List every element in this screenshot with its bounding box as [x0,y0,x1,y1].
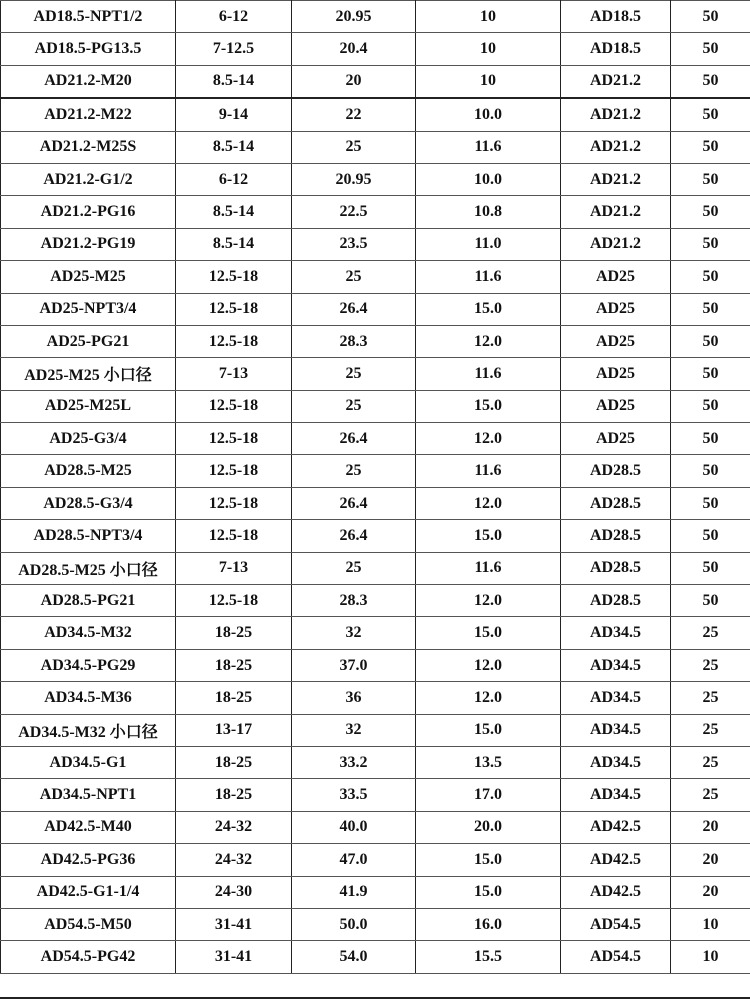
pack-qty-cell: 50 [671,520,750,552]
pack-qty-cell: 50 [671,33,750,65]
model-cell: AD21.2-PG19 [1,228,176,260]
conduit-size-cell: AD42.5 [561,876,671,908]
length-cell: 20.0 [416,811,561,843]
model-cell: AD18.5-NPT1/2 [1,1,176,33]
pack-qty-cell: 10 [671,941,750,973]
conduit-size-cell: AD28.5 [561,487,671,519]
pack-qty-cell: 20 [671,811,750,843]
table-row [1,585,750,617]
thread-size-cell: 25 [292,390,416,422]
model-cell: AD21.2-M22 [1,98,176,131]
model-cell: AD28.5-PG21 [1,585,176,617]
thread-size-cell: 25 [292,131,416,163]
length-cell: 10 [416,33,561,65]
cable-range-cell: 18-25 [176,746,292,778]
conduit-size-cell: AD42.5 [561,844,671,876]
pack-qty-cell: 50 [671,261,750,293]
table-row [1,941,750,973]
pack-qty-cell: 25 [671,649,750,681]
thread-size-cell: 32 [292,617,416,649]
thread-size-cell: 22.5 [292,196,416,228]
thread-size-cell: 25 [292,552,416,584]
length-cell: 11.6 [416,261,561,293]
model-cell: AD18.5-PG13.5 [1,33,176,65]
conduit-size-cell: AD21.2 [561,65,671,98]
conduit-size-cell: AD34.5 [561,682,671,714]
conduit-size-cell: AD25 [561,325,671,357]
pack-qty-cell: 50 [671,293,750,325]
cable-range-cell: 6-12 [176,163,292,195]
length-cell: 12.0 [416,682,561,714]
model-cell: AD42.5-M40 [1,811,176,843]
model-cell: AD28.5-G3/4 [1,487,176,519]
pack-qty-cell: 50 [671,65,750,98]
model-cell: AD34.5-PG29 [1,649,176,681]
pack-qty-cell: 25 [671,746,750,778]
table-row [1,714,750,746]
model-cell: AD28.5-NPT3/4 [1,520,176,552]
table-row [1,746,750,778]
thread-size-cell: 37.0 [292,649,416,681]
length-cell: 12.0 [416,585,561,617]
table-row [1,487,750,519]
model-cell: AD25-M25 [1,261,176,293]
length-cell: 11.6 [416,131,561,163]
pack-qty-cell: 25 [671,617,750,649]
model-cell: AD42.5-G1-1/4 [1,876,176,908]
pack-qty-cell: 50 [671,196,750,228]
thread-size-cell: 41.9 [292,876,416,908]
table-row [1,163,750,195]
table-row [1,423,750,455]
thread-size-cell: 22 [292,98,416,131]
length-cell: 15.0 [416,293,561,325]
thread-size-cell: 47.0 [292,844,416,876]
cable-range-cell: 7-13 [176,358,292,390]
thread-size-cell: 26.4 [292,423,416,455]
conduit-size-cell: AD34.5 [561,649,671,681]
conduit-size-cell: AD25 [561,293,671,325]
conduit-size-cell: AD21.2 [561,228,671,260]
length-cell: 15.0 [416,617,561,649]
conduit-size-cell: AD42.5 [561,811,671,843]
table-row [1,325,750,357]
pack-qty-cell: 20 [671,844,750,876]
conduit-size-cell: AD21.2 [561,163,671,195]
cable-range-cell: 18-25 [176,682,292,714]
table-row [1,908,750,940]
conduit-size-cell: AD21.2 [561,98,671,131]
cable-range-cell: 31-41 [176,908,292,940]
table-row [1,65,750,98]
cable-range-cell: 12.5-18 [176,585,292,617]
table-row [1,293,750,325]
cable-range-cell: 12.5-18 [176,520,292,552]
model-cell: AD28.5-M25 [1,455,176,487]
conduit-size-cell: AD18.5 [561,33,671,65]
cable-range-cell: 24-32 [176,811,292,843]
conduit-size-cell: AD34.5 [561,714,671,746]
length-cell: 15.0 [416,714,561,746]
table-row [1,131,750,163]
cable-range-cell: 7-12.5 [176,33,292,65]
thread-size-cell: 26.4 [292,487,416,519]
conduit-size-cell: AD54.5 [561,908,671,940]
length-cell: 15.0 [416,520,561,552]
cable-range-cell: 18-25 [176,617,292,649]
table-row [1,455,750,487]
length-cell: 15.0 [416,876,561,908]
thread-size-cell: 20.4 [292,33,416,65]
table-row [1,98,750,131]
pack-qty-cell: 25 [671,779,750,811]
length-cell: 10.0 [416,98,561,131]
table-row [1,552,750,584]
model-cell: AD28.5-M25 小口径 [1,552,176,584]
cable-range-cell: 18-25 [176,779,292,811]
pack-qty-cell: 50 [671,423,750,455]
cable-range-cell: 12.5-18 [176,423,292,455]
model-cell: AD34.5-M36 [1,682,176,714]
table-row [1,33,750,65]
thread-size-cell: 20.95 [292,163,416,195]
table-row [1,844,750,876]
conduit-size-cell: AD28.5 [561,455,671,487]
cable-range-cell: 12.5-18 [176,390,292,422]
conduit-size-cell: AD21.2 [561,196,671,228]
length-cell: 10.0 [416,163,561,195]
length-cell: 10.8 [416,196,561,228]
thread-size-cell: 26.4 [292,293,416,325]
length-cell: 11.6 [416,552,561,584]
conduit-size-cell: AD21.2 [561,131,671,163]
conduit-size-cell: AD54.5 [561,941,671,973]
pack-qty-cell: 25 [671,714,750,746]
length-cell: 17.0 [416,779,561,811]
table-row [1,196,750,228]
pack-qty-cell: 50 [671,358,750,390]
model-cell: AD25-M25L [1,390,176,422]
cable-range-cell: 12.5-18 [176,261,292,293]
table-row [1,520,750,552]
table-bottom-rule [0,997,750,999]
length-cell: 11.6 [416,358,561,390]
conduit-size-cell: AD18.5 [561,1,671,33]
length-cell: 15.0 [416,844,561,876]
length-cell: 12.0 [416,649,561,681]
conduit-size-cell: AD25 [561,390,671,422]
table-body [1,1,750,974]
table-row [1,649,750,681]
cable-range-cell: 7-13 [176,552,292,584]
thread-size-cell: 28.3 [292,325,416,357]
thread-size-cell: 32 [292,714,416,746]
pack-qty-cell: 50 [671,552,750,584]
length-cell: 11.0 [416,228,561,260]
table-row [1,811,750,843]
thread-size-cell: 54.0 [292,941,416,973]
model-cell: AD54.5-M50 [1,908,176,940]
conduit-size-cell: AD25 [561,358,671,390]
table-row [1,358,750,390]
model-cell: AD21.2-G1/2 [1,163,176,195]
pack-qty-cell: 50 [671,325,750,357]
cable-range-cell: 8.5-14 [176,196,292,228]
length-cell: 13.5 [416,746,561,778]
pack-qty-cell: 25 [671,682,750,714]
length-cell: 12.0 [416,487,561,519]
thread-size-cell: 25 [292,455,416,487]
thread-size-cell: 20 [292,65,416,98]
length-cell: 15.5 [416,941,561,973]
conduit-size-cell: AD28.5 [561,520,671,552]
thread-size-cell: 25 [292,261,416,293]
cable-range-cell: 8.5-14 [176,228,292,260]
table-row [1,779,750,811]
cable-range-cell: 12.5-18 [176,487,292,519]
thread-size-cell: 25 [292,358,416,390]
length-cell: 10 [416,65,561,98]
thread-size-cell: 20.95 [292,1,416,33]
table-row [1,1,750,33]
model-cell: AD34.5-M32 小口径 [1,714,176,746]
model-cell: AD21.2-PG16 [1,196,176,228]
model-cell: AD21.2-M25S [1,131,176,163]
cable-range-cell: 12.5-18 [176,293,292,325]
cable-range-cell: 13-17 [176,714,292,746]
table-row [1,876,750,908]
model-cell: AD34.5-G1 [1,746,176,778]
thread-size-cell: 33.2 [292,746,416,778]
pack-qty-cell: 50 [671,163,750,195]
cable-range-cell: 12.5-18 [176,455,292,487]
length-cell: 12.0 [416,423,561,455]
pack-qty-cell: 50 [671,390,750,422]
conduit-size-cell: AD25 [561,261,671,293]
length-cell: 10 [416,1,561,33]
conduit-size-cell: AD34.5 [561,617,671,649]
model-cell: AD42.5-PG36 [1,844,176,876]
cable-range-cell: 6-12 [176,1,292,33]
model-cell: AD25-NPT3/4 [1,293,176,325]
pack-qty-cell: 50 [671,455,750,487]
model-cell: AD25-G3/4 [1,423,176,455]
pack-qty-cell: 50 [671,228,750,260]
cable-range-cell: 8.5-14 [176,131,292,163]
thread-size-cell: 33.5 [292,779,416,811]
pack-qty-cell: 50 [671,487,750,519]
model-cell: AD25-PG21 [1,325,176,357]
cable-range-cell: 31-41 [176,941,292,973]
cable-range-cell: 18-25 [176,649,292,681]
table-row [1,228,750,260]
model-cell: AD34.5-NPT1 [1,779,176,811]
pack-qty-cell: 50 [671,98,750,131]
conduit-size-cell: AD34.5 [561,746,671,778]
conduit-size-cell: AD28.5 [561,552,671,584]
cable-range-cell: 8.5-14 [176,65,292,98]
length-cell: 15.0 [416,390,561,422]
pack-qty-cell: 10 [671,908,750,940]
model-cell: AD21.2-M20 [1,65,176,98]
thread-size-cell: 28.3 [292,585,416,617]
table-row [1,617,750,649]
length-cell: 12.0 [416,325,561,357]
table-row [1,682,750,714]
length-cell: 16.0 [416,908,561,940]
model-cell: AD54.5-PG42 [1,941,176,973]
length-cell: 11.6 [416,455,561,487]
cable-range-cell: 24-32 [176,844,292,876]
pack-qty-cell: 50 [671,585,750,617]
cable-range-cell: 12.5-18 [176,325,292,357]
model-cell: AD25-M25 小口径 [1,358,176,390]
pack-qty-cell: 20 [671,876,750,908]
thread-size-cell: 36 [292,682,416,714]
pack-qty-cell: 50 [671,1,750,33]
table-row [1,390,750,422]
cable-range-cell: 9-14 [176,98,292,131]
thread-size-cell: 40.0 [292,811,416,843]
thread-size-cell: 26.4 [292,520,416,552]
cable-range-cell: 24-30 [176,876,292,908]
conduit-size-cell: AD28.5 [561,585,671,617]
thread-size-cell: 23.5 [292,228,416,260]
table-row [1,261,750,293]
thread-size-cell: 50.0 [292,908,416,940]
conduit-size-cell: AD34.5 [561,779,671,811]
pack-qty-cell: 50 [671,131,750,163]
model-cell: AD34.5-M32 [1,617,176,649]
conduit-size-cell: AD25 [561,423,671,455]
